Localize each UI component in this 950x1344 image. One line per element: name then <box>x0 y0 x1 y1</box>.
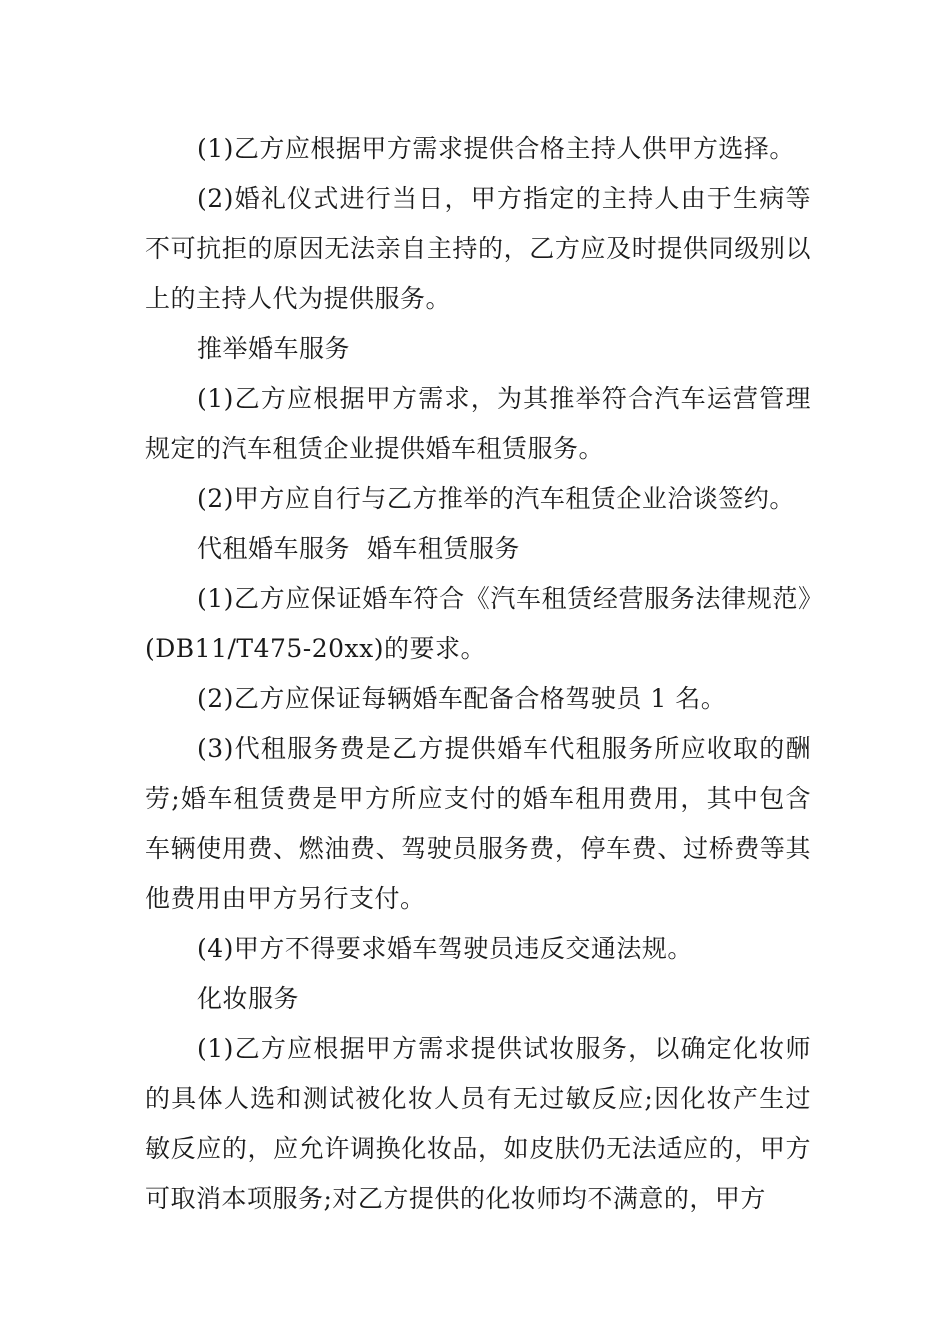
paragraph-rent-car-4: (4)甲方不得要求婚车驾驶员违反交通法规。 <box>197 934 693 963</box>
paragraph-host-substitute: (2)婚礼仪式进行当日，甲方指定的主持人由于生病等不可抗拒的原因无法亲自主持的，乙方应及时提供同级别以上的主持人代为提供服务。 <box>145 184 811 313</box>
paragraph-rent-car-1: (1)乙方应保证婚车符合《汽车租赁经营服务法律规范》(DB11/T475-20xx)的要求。 <box>145 584 811 663</box>
paragraph-recommend-car-1: (1)乙方应根据甲方需求，为其推举符合汽车运营管理规定的汽车租赁企业提供婚车租赁服务。 <box>145 384 811 463</box>
section-heading-makeup: 化妆服务 <box>197 984 300 1013</box>
paragraph-recommend-car-2: (2)甲方应自行与乙方推举的汽车租赁企业洽谈签约。 <box>197 484 795 513</box>
paragraph-host-selection: (1)乙方应根据甲方需求提供合格主持人供甲方选择。 <box>197 134 795 163</box>
paragraph-rent-car-3: (3)代租服务费是乙方提供婚车代租服务所应收取的酬劳;婚车租赁费是甲方所应支付的婚车租用费用，其中包含车辆使用费、燃油费、驾驶员服务费，停车费、过桥费等其他费用由甲方另行支付。 <box>145 734 811 913</box>
document-body <box>145 124 811 1224</box>
paragraph-makeup-1: (1)乙方应根据甲方需求提供试妆服务，以确定化妆师的具体人选和测试被化妆人员有无过敏反应;因化妆产生过敏反应的，应允许调换化妆品，如皮肤仍无法适应的，甲方可取消本项服务;对乙方提供的化妆师均不满意的，甲方 <box>145 1034 811 1213</box>
section-heading-recommend-car: 推举婚车服务 <box>197 334 351 363</box>
paragraph-rent-car-2: (2)乙方应保证每辆婚车配备合格驾驶员 1 名。 <box>197 684 727 713</box>
section-heading-rent-car: 代租婚车服务 婚车租赁服务 <box>197 534 520 563</box>
